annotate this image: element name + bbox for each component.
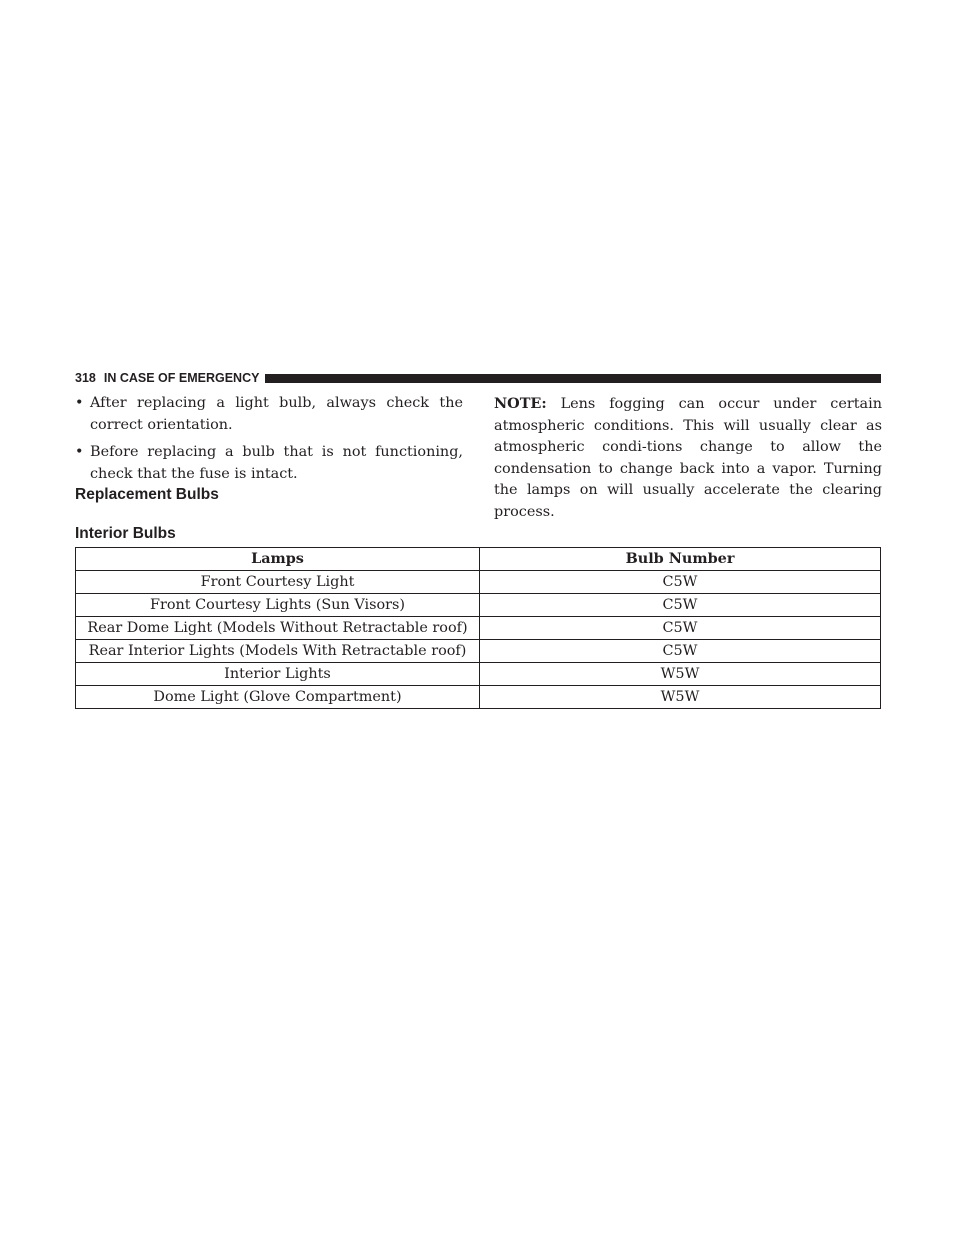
table-header-row — [76, 548, 881, 571]
bulb-number-column-header: Bulb Number — [480, 548, 881, 571]
table-row — [76, 617, 881, 640]
bulb-number-cell: C5W — [480, 571, 881, 594]
table-row — [76, 571, 881, 594]
table-row — [76, 663, 881, 686]
lamps-column-header: Lamps — [76, 548, 480, 571]
bulb-number-cell: C5W — [480, 640, 881, 663]
lamp-cell: Front Courtesy Light — [76, 571, 480, 594]
bullet-icon: • — [75, 395, 84, 411]
bullet-text: Before replacing a bulb that is not functioning, check that the fuse is intact. — [90, 444, 463, 482]
lamp-cell: Rear Interior Lights (Models With Retractable roof) — [76, 640, 480, 663]
header-rule — [265, 374, 881, 383]
right-column — [494, 393, 882, 523]
note-label: NOTE: — [494, 395, 547, 412]
lamp-cell: Rear Dome Light (Models Without Retractable roof) — [76, 617, 480, 640]
bullet-icon: • — [75, 444, 84, 460]
bulb-number-cell: W5W — [480, 663, 881, 686]
section-title: IN CASE OF EMERGENCY — [103, 371, 260, 385]
bulb-number-cell: W5W — [480, 686, 881, 709]
bulb-number-cell: C5W — [480, 594, 881, 617]
page-header — [75, 370, 881, 386]
lamp-cell: Dome Light (Glove Compartment) — [76, 686, 480, 709]
bullet-item — [75, 393, 463, 436]
lamp-cell: Interior Lights — [76, 663, 480, 686]
bullet-text: After replacing a light bulb, always check the correct orientation. — [90, 395, 463, 433]
note-text: Lens fogging can occur under certain atmospheric conditions. This will usually clear as atmospheric condi-tions change to allow the condensation to change back into a vapor. Turning the lamps on will usually accelerate the clearing process. — [494, 396, 882, 520]
lamp-cell: Front Courtesy Lights (Sun Visors) — [76, 594, 480, 617]
left-column — [75, 393, 463, 491]
interior-bulbs-table — [75, 547, 881, 709]
replacement-bulbs-heading: Replacement Bulbs — [75, 486, 219, 503]
table-row — [76, 640, 881, 663]
interior-bulbs-heading: Interior Bulbs — [75, 525, 176, 542]
bulb-number-cell: C5W — [480, 617, 881, 640]
page-number: 318 — [75, 371, 96, 385]
table-row — [76, 686, 881, 709]
bullet-item — [75, 442, 463, 485]
note-paragraph — [494, 393, 882, 523]
table-row — [76, 594, 881, 617]
